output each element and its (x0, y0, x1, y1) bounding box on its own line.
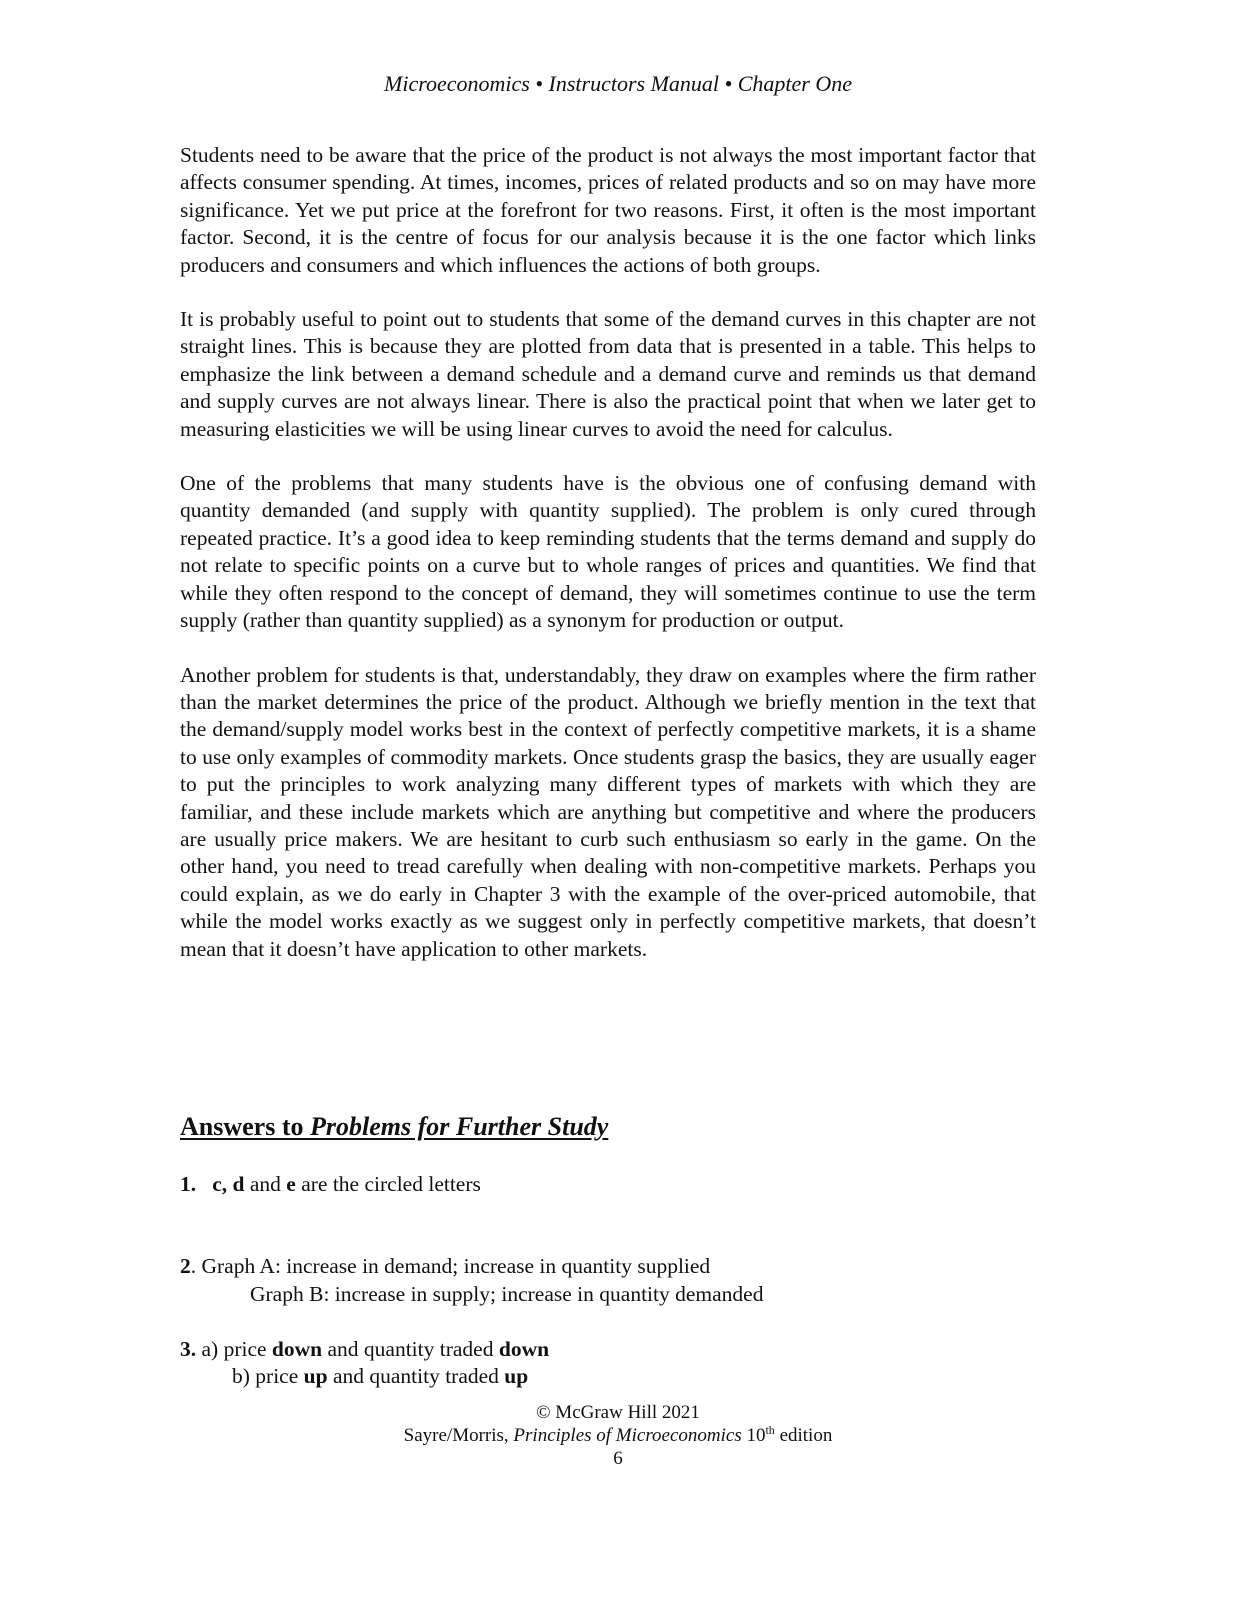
answer-2-graph-b: Graph B: increase in supply; increase in quantity demanded (250, 1282, 764, 1306)
footer-authors: Sayre/Morris, (403, 1425, 514, 1446)
page-number: 6 (613, 1448, 623, 1469)
answer-1-text: are the circled letters (295, 1172, 481, 1196)
paragraph-4: Another problem for students is that, understandably, they draw on examples where the firm rather than the market determines the price of the product. Although we briefly mention in the text that the demand/supply model works best in the context of perfectly competitive markets, it is a shame to use only examples of commodity markets. Once students grasp the basics, they are usually eager to put the principles to work analyzing many different types of markets with which they are familiar, and these include markets which are anything but competitive and where the producers are usually price makers. We are hesitant to curb such enthusiasm so early in the game. On the other hand, you need to tread carefully when dealing with non-competitive markets. Perhaps you could explain, as we do early in Chapter 3 with the example of the over-priced automobile, that while the model works exactly as we suggest only in perfectly competitive markets, that doesn’t mean that it doesn’t have application to other markets. (180, 662, 1036, 961)
answer-3a-price: down (271, 1337, 323, 1361)
answer-3b-mid: and quantity traded (327, 1364, 505, 1388)
answer-1-letters-cd: c, d (212, 1172, 245, 1196)
answer-2-number: 2 (180, 1254, 191, 1278)
answer-1-and: and (244, 1172, 287, 1196)
footer-copyright: © McGraw Hill 2021 (536, 1402, 700, 1423)
answer-3a-quantity: down (498, 1337, 550, 1361)
answers-heading-italic: Problems for Further Study (310, 1112, 609, 1141)
footer-edition-number: 10 (741, 1425, 766, 1446)
paragraph-3: One of the problems that many students have is the obvious one of confusing demand with quantity demanded (and supply with quantity supplied). The problem is only cured through repeated practice. It’s a good idea to keep reminding students that the terms demand and supply do not relate to specific points on a curve but to whole ranges of prices and quantities. We find that while they often respond to the concept of demand, they will sometimes continue to use the term supply (rather than quantity supplied) as a synonym for production or output. (180, 471, 1036, 633)
running-header: Microeconomics • Instructors Manual • Chapter One (384, 71, 852, 96)
answer-3b (232, 1362, 528, 1390)
answer-3b-price: up (303, 1364, 328, 1388)
answer-1-number: 1. (180, 1172, 197, 1196)
footer-edition-suffix: th (765, 1423, 775, 1437)
footer-edition-word: edition (774, 1425, 833, 1446)
answers-heading (180, 1110, 608, 1144)
answer-3a-mid: and quantity traded (322, 1337, 499, 1361)
body-text (180, 142, 1036, 990)
answer-3a-pre: a) price (196, 1337, 272, 1361)
answer-1 (180, 1170, 481, 1198)
paragraph-2: It is probably useful to point out to students that some of the demand curves in this chapter are not straight lines. This is because they are plotted from data that is presented in a table. This helps to emphasize the link between a demand schedule and a demand curve and reminds us that demand and supply curves are not always linear. There is also the practical point that when we later get to measuring elasticities we will be using linear curves to avoid the need for calculus. (180, 307, 1036, 441)
answer-3b-quantity: up (504, 1364, 529, 1388)
answers-heading-prefix: Answers to (180, 1112, 310, 1141)
paragraph-1: Students need to be aware that the price of the product is not always the most important factor that affects consumer spending. At times, incomes, prices of related products and so on may have more significance. Yet we put price at the forefront for two reasons. First, it often is the most important factor. Second, it is the centre of focus for our analysis because it is the one factor which links producers and consumers and which influences the actions of both groups. (180, 143, 1036, 277)
answer-2 (180, 1252, 710, 1280)
answer-3-number: 3. (180, 1337, 197, 1361)
footer-book-title: Principles of Microeconomics (513, 1425, 742, 1446)
answer-2-graph-a: . Graph A: increase in demand; increase in quantity supplied (190, 1254, 711, 1278)
answer-3b-pre: b) price (232, 1364, 304, 1388)
answer-3 (180, 1335, 549, 1363)
answer-1-letter-e: e (286, 1172, 296, 1196)
footer-citation (0, 1424, 1236, 1448)
